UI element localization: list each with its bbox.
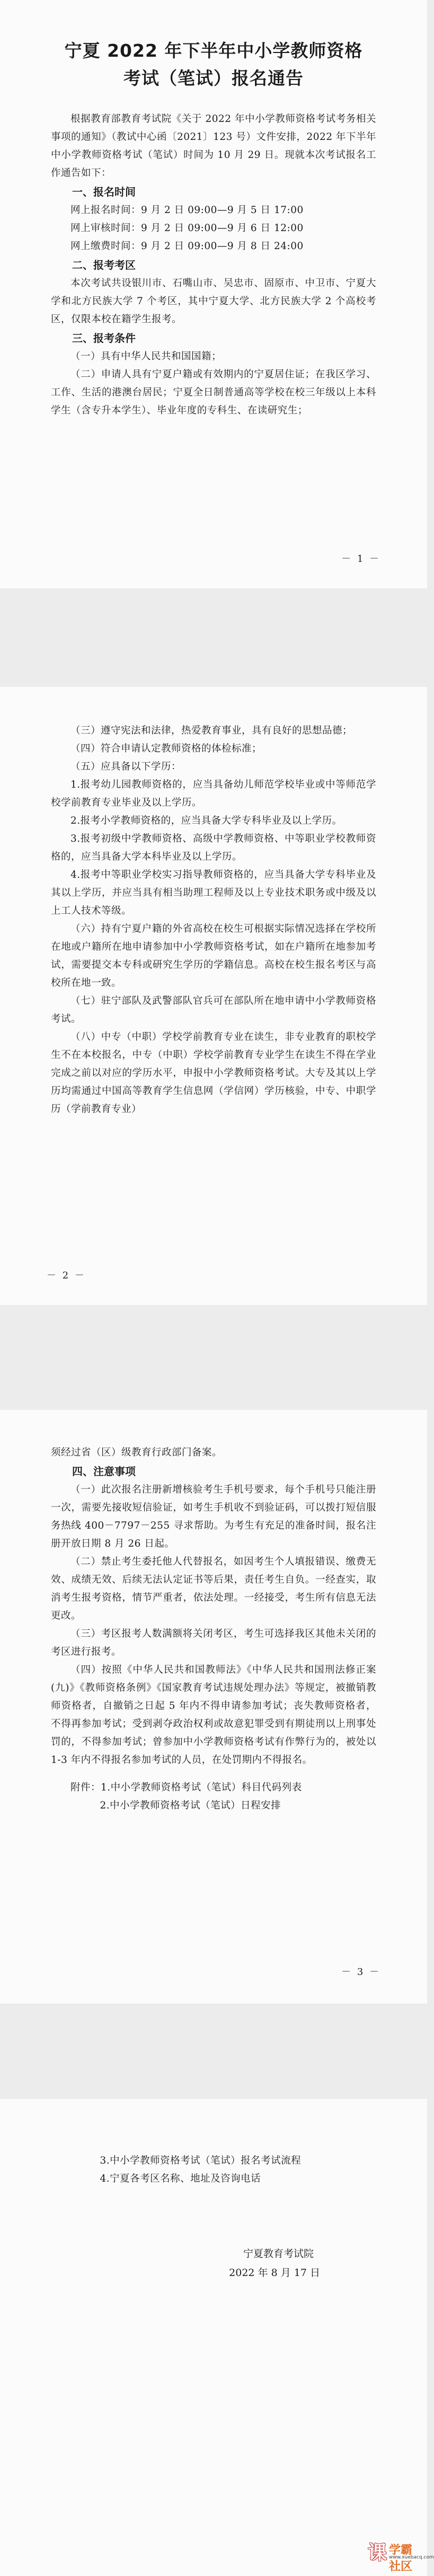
watermark-logo-icon: 课 (368, 2542, 387, 2564)
watermark-url: www.xuebacq.com (389, 2555, 434, 2560)
continuation-text: 须经过省（区）级教育行政部门备案。 (51, 1447, 223, 1458)
page-number-2: － 2 － (47, 1270, 86, 1281)
document-page-3 (0, 1410, 427, 2004)
condition-6: （六）持有宁夏户籍的外省高校在校生可根据实际情况选择在学校所在地或户籍所在地申请参加中小学教师资格考试，如在户籍所在地参加考试，需要提交本专科或研究生学历的学籍信息。高校在校生报名考区与高校所在地一致。 (51, 923, 376, 989)
condition-4: （四）符合申请认定教师资格的体检标准； (70, 743, 262, 754)
education-item-3: 3.报考初级中学教师资格、高级中学教师资格、中等职业学校教师资格的，应当具备大学本科毕业及以上学历。 (51, 833, 376, 862)
attachment-3: 3.中小学教师资格考试（笔试）报名考试流程 (100, 2155, 302, 2166)
issue-date: 2022 年 8 月 17 日 (229, 2267, 320, 2279)
attachment-2: 2.中小学教师资格考试（笔试）日程安排 (100, 1800, 281, 1811)
document-page-1 (0, 0, 427, 588)
page-2-content (51, 722, 376, 1118)
intro-paragraph: 根据教育部教育考试院《关于 2022 年中小学教师资格考试考务相关事项的通知》（教试中心函〔2021〕123 号）文件安排，2022 年下半年中小学教师资格考试（笔试）时间为 10 月 29 日。现就本次考试报名工作通告如下： (51, 113, 376, 179)
condition-3: （三）遵守宪法和法律，热爱教育事业，具有良好的思想品德； (70, 725, 353, 736)
schedule-registration: 网上报名时间：9 月 2 日 09:00—9 月 5 日 17:00 (70, 205, 304, 216)
education-item-1: 1.报考幼儿园教师资格的，应当具备幼儿师范学校毕业或中等师范学校学前教育专业毕业及以上学历。 (51, 779, 376, 808)
site-watermark (368, 2537, 434, 2573)
condition-7: （七）驻宁部队及武警部队官兵可在部队所在地申请中小学教师资格考试。 (51, 995, 376, 1025)
section-2-heading: 二、报考考区 (72, 259, 136, 271)
issuing-organization: 宁夏教育考试院 (243, 2248, 314, 2260)
document-page-2 (0, 687, 427, 1305)
schedule-review: 网上审核时间：9 月 2 日 09:00—9 月 6 日 12:00 (70, 223, 304, 234)
page-number-1: － 1 － (341, 553, 380, 564)
note-3: （三）考区报考人数满额将关闭考区，考生可选择我区其他未关闭的考区进行报考。 (51, 1628, 376, 1657)
attachment-label: 附件： (70, 1782, 101, 1793)
page-3-content (51, 1444, 376, 1815)
condition-2: （二）申请人具有宁夏户籍或有效期内的宁夏居住证；在我区学习、工作、生活的港澳台居民；宁夏全日制普通高等学校在校三年级以上本科学生（含专升本学生）、毕业年度的专科生、在读研究生； (51, 369, 376, 416)
page-number-3: － 3 － (341, 1966, 380, 1978)
section-1-heading: 一、报名时间 (72, 186, 136, 198)
attachment-1-text: 1.中小学教师资格考试（笔试）科目代码列表 (101, 1782, 302, 1793)
attachment-4: 4.宁夏各考区名称、地址及咨询电话 (100, 2173, 261, 2184)
education-item-2: 2.报考小学教师资格的，应当具备大学专科毕业及以上学历。 (70, 815, 342, 826)
education-item-4: 4.报考中等职业学校实习指导教师资格的，应当具备大学专科毕业及其以上学历，并应当具有相当助理工程师及以上专业技术职务或中级及以上工人技术等级。 (51, 869, 376, 916)
note-4: （四）按照《中华人民共和国教师法》《中华人民共和国刑法修正案(九)》《教师资格条例》《国家教育考试违规处理办法》等规定，被撤销教师资格者，自撤销之日起 5 年内不得申请参加考试；丧失教师资格者，不得再参加考试；受到剥夺政治权利或故意犯罪受到有期徒刑以上刑事处罚的，不得参加考试；曾参加中小学教师资格考试有作弊行为的，被处以 1-3 年内不得报名参加考试的人员，在处罚期内不得报名。 (51, 1664, 376, 1766)
note-1: （一）此次报名注册新增核验考生手机号要求，每个手机号只能注册一次，需要先接收短信验证，如考生手机收不到验证码，可以拨打短信服务热线 400－7797－255 寻求帮助。为考生有充足的准备时间，报名注册开放日期 8 月 26 日起。 (51, 1484, 376, 1549)
section-2-text: 本次考试共设银川市、石嘴山市、吴忠市、固原市、中卫市、宁夏大学和北方民族大学 7 个考区，其中宁夏大学、北方民族大学 2 个高校考区，仅限本校在籍学生报考。 (51, 278, 376, 325)
condition-5: （五）应具备以下学历： (70, 761, 182, 772)
attachment-1 (51, 1779, 376, 1797)
document-title-line-2: 考试（笔试）报名通告 (123, 68, 304, 89)
document-title-line-1: 宁夏 2022 年下半年中小学教师资格 (64, 40, 363, 61)
condition-8: （八）中专（中职）学校学前教育专业在读生，非专业教育的职校学生不在本校报名，中专（中职）学校学前教育专业学生在读生不得在学业完成之前以对应的学历水平，申报中小学教师资格考试。大专及其以上学历均需通过中国高等教育学生信息网（学信网）学历核验，中专、中职学历（学前教育专业） (51, 1031, 376, 1115)
condition-1: （一）具有中华人民共和国国籍； (70, 351, 222, 362)
document-page-4 (0, 2099, 434, 2576)
page-4-content (51, 2152, 376, 2282)
schedule-payment: 网上缴费时间：9 月 2 日 09:00—9 月 8 日 24:00 (70, 241, 304, 252)
note-2: （二）禁止考生委托他人代替报名，如因考生个人填报错误、缴费无效、成绩无效、后续无法认定证书等后果，责任考生自负。一经查实，取消考生报考资格，情节严重者，依法处理。一经接受，考生所有信息无法更改。 (51, 1556, 376, 1621)
page-1-content (51, 37, 376, 420)
watermark-brand: 学霸社区 (389, 2544, 413, 2573)
section-4-heading: 四、注意事项 (72, 1465, 136, 1478)
section-3-heading: 三、报考条件 (72, 332, 136, 345)
